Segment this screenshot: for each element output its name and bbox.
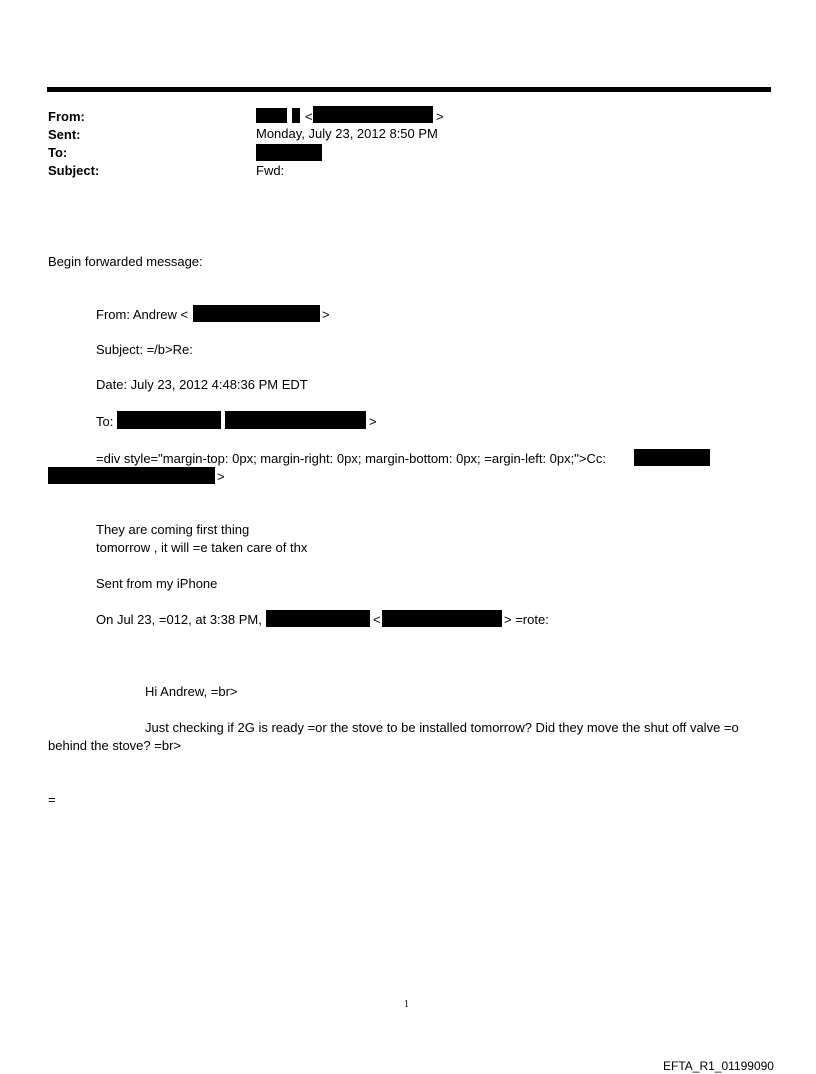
header-rule [47,87,771,92]
redaction-quote-name [266,610,370,627]
from-gt: > [436,109,444,124]
fwd-to-suffix: > [369,414,377,429]
page-number: 1 [404,999,409,1010]
document-id: EFTA_R1_01199090 [663,1059,774,1073]
reply-line-1: They are coming first thing [96,522,250,537]
quote-lt: < [373,612,381,627]
to-label: To: [48,145,68,160]
fwd-cc-suffix: > [217,469,225,484]
question-line-2: behind the stove? =br> [48,738,181,753]
redaction-fwd-from-email [193,305,320,322]
quote-suffix: > =rote: [504,612,549,627]
quote-prefix: On Jul 23, =012, at 3:38 PM, [96,612,262,627]
subject-value: Fwd: [256,163,285,178]
greeting: Hi Andrew, =br> [145,684,238,699]
fwd-to-prefix: To: [96,414,114,429]
fwd-cc-line: =div style="margin-top: 0px; margin-right: 0px; margin-bottom: 0px; =argin-left: 0px;">Cc: [96,451,606,466]
trailing-marker: = [48,792,56,807]
question-line-1: Just checking if 2G is ready =or the stove to be installed tomorrow? Did they move the shut off valve =o [145,720,739,735]
fwd-date: Date: July 23, 2012 4:48:36 PM EDT [96,377,308,392]
redaction-to [256,144,322,161]
redaction-cc-name [634,449,710,466]
redaction-fwd-to-email [225,411,366,429]
redaction-from-name [256,108,287,123]
fwd-from-prefix: From: Andrew < [96,307,189,322]
sent-label: Sent: [48,127,81,142]
signature: Sent from my iPhone [96,576,218,591]
redaction-cc-email [48,467,215,484]
sent-value: Monday, July 23, 2012 8:50 PM [256,126,438,141]
redaction-from-initial [292,108,300,123]
fwd-subject: Subject: =/b>Re: [96,342,193,357]
redaction-fwd-to-name [117,411,221,429]
reply-line-2: tomorrow , it will =e taken care of thx [96,540,308,555]
redaction-quote-email [382,610,502,627]
fwd-from-suffix: > [322,307,330,322]
redaction-from-email [313,106,433,123]
from-lt: < [305,109,313,124]
begin-forwarded: Begin forwarded message: [48,254,203,269]
from-label: From: [48,109,85,124]
subject-label: Subject: [48,163,100,178]
